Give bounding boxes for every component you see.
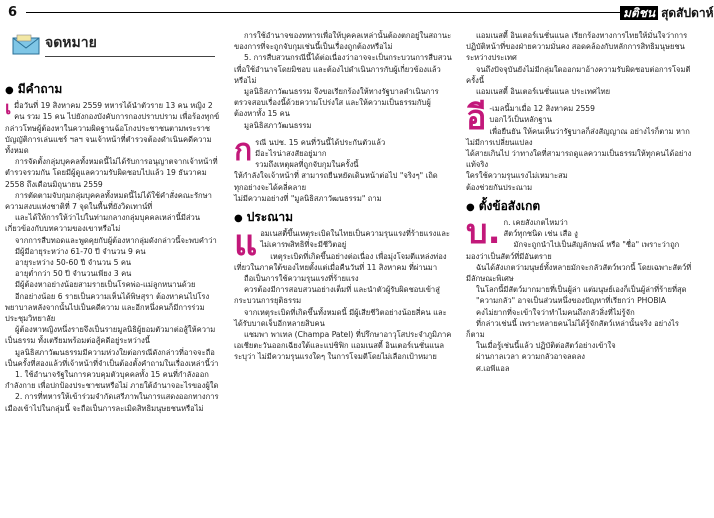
page-header [0,0,714,26]
body-paragraph: ไม่มีความอย่างที่ "มูลนิธิสภาวัฒนธรรม" ถาม [234,193,382,203]
dropcap: อี [466,98,487,139]
body-paragraph: ควรต้องมีการสอบสวนอย่างเต็มที่ และนำตัวผู้รับผิดชอบเข้าสู่กระบวนการยุติธรรม [234,285,440,306]
signature: ศ.เอพีแอล [476,363,510,373]
body-paragraph: ถือเป็นการใช้ความรุนแรงที่ร้ายแรง [244,274,359,284]
body-paragraph: มูลนิธิสภาวัฒนธรรมมีความห่วงใยต่อกรณีดังกล่าวที่อาจจะถือเป็นครั้งที่สองแล้วที่เจ้าหน้าที่จำเป็นต้องตั้งคำถามในเรื่องเหล่านี้ว่า [5,347,219,368]
column-3 [466,30,692,374]
body-paragraph: สัตว์ทุกชนิด เช่น เสือ งู [503,229,578,239]
body-paragraph: คงไม่ยากที่จะเข้าใจว่าทำไมคนถึงกลัวสิ่งที่ไม่รู้จัก [476,307,635,317]
header-rule [26,12,626,13]
bullet-icon: ● [234,213,243,225]
body-paragraph: มักจะถูกนำไปเป็นสัญลักษณ์ หรือ "ชื่อ" เพราะว่าถูกมองว่าเป็นสัตว์ที่มีอันตราย [466,240,680,261]
section-heading-question: ● มีคำถาม [5,82,63,96]
dropcap: แ [234,223,258,265]
magazine-title: สุดสัปดาห์ [661,6,714,20]
envelope-icon [11,34,41,58]
body-paragraph: ฉันได้สังเกตว่ามนุษย์ทั้งหลายมักจะกลัวสัตว์พวกนี้ โดยเฉพาะสัตว์ที่มีลักษณะพิเศษ [466,262,692,284]
column-1 [5,30,223,414]
body-paragraph: รณี นปช. 15 คนที่วันนี้ได้ประกันตัวแล้ว [255,137,386,147]
body-paragraph: จนถึงปัจจุบันยังไม่มีกลุ่มใดออกมาอ้างความรับผิดชอบต่อการโจมตีครั้งนี้ [466,64,691,85]
body-paragraph: ก. เคยสังเกตไหมว่า [503,218,568,228]
body-paragraph: -เมลนี้มาเมื่อ 12 สิงหาคม 2559 [489,104,595,114]
list-item: มีผู้มีอายุระหว่าง 61-70 ปี จำนวน 9 คน [15,246,146,256]
body-paragraph: จากเหตุระเบิดที่เกิดขึ้นทั้งหมดนี้ มีผู้เสียชีวิตอย่างน้อยสี่คน และได้รับบาดเจ็บอีกหลายสิบคน [234,307,447,328]
body-paragraph: เพื่อยืนยัน ให้คนเห็นว่ารัฐบาลก็ส่งสัญญาณ อย่างไรก็ตาม หากไม่มีการเปลี่ยนแปลง [466,126,690,147]
body-paragraph: ใครใช้ความรุนแรงไม่เหมาะสม [466,171,568,181]
body-paragraph: และได้ให้การให้ว่าไปในท่ามกลางกลุ่มบุคคลเหล่านี้มีส่วนเกี่ยวข้องกับบทความของเขาหรือไม่ [5,213,201,234]
body-paragraph: มื่อวันที่ 19 สิงหาคม 2559 ทหารได้นำตัวราย 13 คน หญิง 2 คน รวม 15 คน ไปยังกองบังคับการกองปราบปราม เพื่อร้องทุกข์กล่าวโทษผู้ต้องหาในความผิดฐานฉ้อโกงประชาชนตามพระราชบัญญัติการเล่นแชร์ ฯลฯ จนเจ้าหน้าที่ตำรวจต้องดำเนินคดีความทั้งหมด [5,101,220,156]
title-underline [45,56,215,57]
body-paragraph: ทุกอย่างจะได้คลี่คลาย [234,182,307,192]
body-paragraph: ต้องช่วยกันประณาม [466,182,533,192]
magazine-brand [620,4,714,23]
body-paragraph: การจัดตั้งกลุ่มบุคคลทั้งหมดนี้ไม่ได้รับการอนุญาตจากเจ้าหน้าที่ตำรวจรวมกัน โดยมีผู้ดูแลความรับผิดชอบไปแล้ว 19 ธันวาคม 2558 ถึงเดือนมิถุนายน 2559 [5,157,218,189]
body-paragraph: การใช้อำนาจของทหารเพื่อให้บุคคลเหล่านั้นต้องตกอยู่ในสถานะของการที่จะถูกจับกุมเช่นนี้เป็นเรื่องถูกต้องหรือไม่ [234,31,452,52]
signature: แอมเนสตี้ อินเตอร์เนชั่นแนล ประเทศไทย [476,87,611,97]
body-paragraph: ให้กำลังใจเจ้าหน้าที่ สามารถยืนหยัดเดินหน้าต่อไป "จริงๆ" เถิด [234,171,438,181]
body-paragraph: อมเนสตี้ขึ้นเหตุระเบิดในไทยเป็นความรุนแรงที่ร้ายแรงและไม่เคารพสิทธิที่จะมีชีวิตอยู่ [260,229,450,250]
page-number: 6 [8,5,18,20]
signature: มูลนิธิสภาวัฒนธรรม [244,120,312,130]
dropcap: เ [5,98,12,120]
body-paragraph: การตัดตามจับกุมกลุ่มบุคคลทั้งหมดนี้ไม่ได้ใช้คำสั่งคณะรักษาความสงบแห่งชาติที่ 7 จุดในพื้นที่ยังวิดเทาน์ที่ [5,190,212,212]
section-heading-condemn: ● ประณาม [234,210,294,225]
body-paragraph: มีอะไรน่าสงสัยอยู่มาก [255,149,327,159]
list-item: อายุต่ำกว่า 50 ปี จำนวนเพียง 3 คน [15,269,132,279]
bullet-icon: ● [466,201,475,213]
body-paragraph: ที่กล่าวเช่นนี้ เพราะหลายคนไม่ได้รู้จักสัตว์เหล่านั้นจริง อย่างไรก็ตาม [466,318,679,340]
body-paragraph: ในเมื่อรู้เช่นนี้แล้ว ปฏิบัติต่อสัตว์อย่างเข้าใจ [476,341,616,351]
body-paragraph: รวมถึงเหตุผลที่ถูกจับกุมในครั้งนี้ [255,160,359,170]
body-paragraph: ในโลกนี้มีสัตว์มากมายที่เป็นผู้ล่า แต่มนุษย์เองก็เป็นผู้ล่าที่ร้ายที่สุด [476,285,687,295]
body-paragraph: แชมพา พาเทล (Champa Patel) ที่ปรึกษาอาวุโสประจำภูมิภาคเอเชียตะวันออกเฉียงใต้และแปซิฟิก แอมเนสตี้ อินเตอร์เนชั่นแนล ระบุว่า ไม่มีความรุนแรงใดๆ ในการโจมตีโดยไม่เลือกเป้าหมาย [234,330,452,362]
section-heading-observation: ● ตั้งข้อสังเกต [466,198,541,213]
body-paragraph: เหตุระเบิดที่เกิดขึ้นอย่างต่อเนื่อง เพื่อมุ่งโจมตีแหล่งท่องเที่ยวในภาคใต้ของไทยตั้งแต่เมื่อคืนวันที่ 11 สิงหาคม ที่ผ่านมา [234,251,447,272]
list-item: มีผู้ต้องหาอย่างน้อยสามรายเป็นโรคพ่อ-แม่ลูกหนานด้วย [15,280,196,290]
body-paragraph: อีกอย่างน้อย 6 รายเป็นความเห็นได้พิษสุรา ต้องหาคนไปโรงพยาบาลหลังจากนั้นไปเป็นคดีความ และอีกหนึ่งคนก็มีการร่วมประชุมวิทยาลัย [5,291,210,324]
body-paragraph: มูลนิธิสภาวัฒนธรรม จึงขอเรียกร้องให้ทางรัฐบาลดำเนินการตรวจสอบเรื่องนี้ด้วยความโปร่งใส และให้ความเป็นธรรมกับผู้ต้องหาทั้ง 15 คน [234,87,439,119]
body-paragraph: ผู้ต้องหาหญิงหนึ่งรายจึงเป็นรายมูลนิธิผู้ยอมตัวมาต่อสู้ให้ความเป็นธรรม ทั้งเตรียมพร้อมต่อสู้คดีอยู่ระหว่างนี้ [5,325,216,346]
body-paragraph: บอกไว้เป็นหลักฐาน [489,115,552,125]
dropcap: บ. [466,212,501,253]
column-2 [234,30,452,363]
section-banner [5,30,223,76]
list-item: จากการสืบทอดและพูดคุยกับผู้ต้องหากลุ่มดังกล่าวนี้จะพบคำว่า [15,235,217,245]
list-item: อายุระหว่าง 50-60 ปี จำนวน 5 คน [15,258,132,268]
body-paragraph: แอมเนสตี้ อินเตอร์เนชั่นแนล เรียกร้องทางการไทยให้มั่นใจว่าการปฏิบัติหน้าที่ของฝ่ายความมั่นคง สอดคล้องกับหลักการสิทธิมนุษยชนระหว่างประเทศ [466,31,688,63]
body-paragraph: "ความกลัว" อาจเป็นส่วนหนึ่งของปัญหาที่เรียกว่า PHOBIA [476,296,667,306]
body-paragraph: ผ่านกาลเวลา ความกลัวอาจลดลง [476,352,585,362]
section-title: จดหมาย [45,35,97,51]
body-paragraph: 1. ใช้อำนาจรัฐในการควบคุมตัวบุคคลทั้ง 15 คนที่กำลังออกกำลังกาย เพื่อปกป้องประชาชนหรือไม่ ภายใต้อำนาจอะไรของผู้ใด [5,370,219,391]
body-paragraph: ได้สายเกินไป ว่าทางใดที่สามารถดูแลความเป็นธรรมให้ทุกคนได้อย่างแท้จริง [466,149,692,170]
body-paragraph: 2. การที่ทหารให้เข้าร่วมจำกัดเสรีภาพในการแสดงออกทางการเมืองเข้าไปในกลุ่มนี้ จะถือเป็นการละเมิดสิทธิมนุษยชนหรือไม่ [5,392,219,413]
dropcap: ก [234,132,253,168]
body-paragraph: 5. การสืบสวนกรณีนี้ได้ต่อเนื่องว่าอาจจะเป็นกระบวนการสืบสวนเพื่อใช้อำนาจโดยมิชอบ และต้องไปดำเนินการกับผู้เกี่ยวข้องแล้วหรือไม่ [234,53,452,85]
magazine-logo: มติชน [620,6,658,20]
bullet-icon: ● [5,85,14,96]
